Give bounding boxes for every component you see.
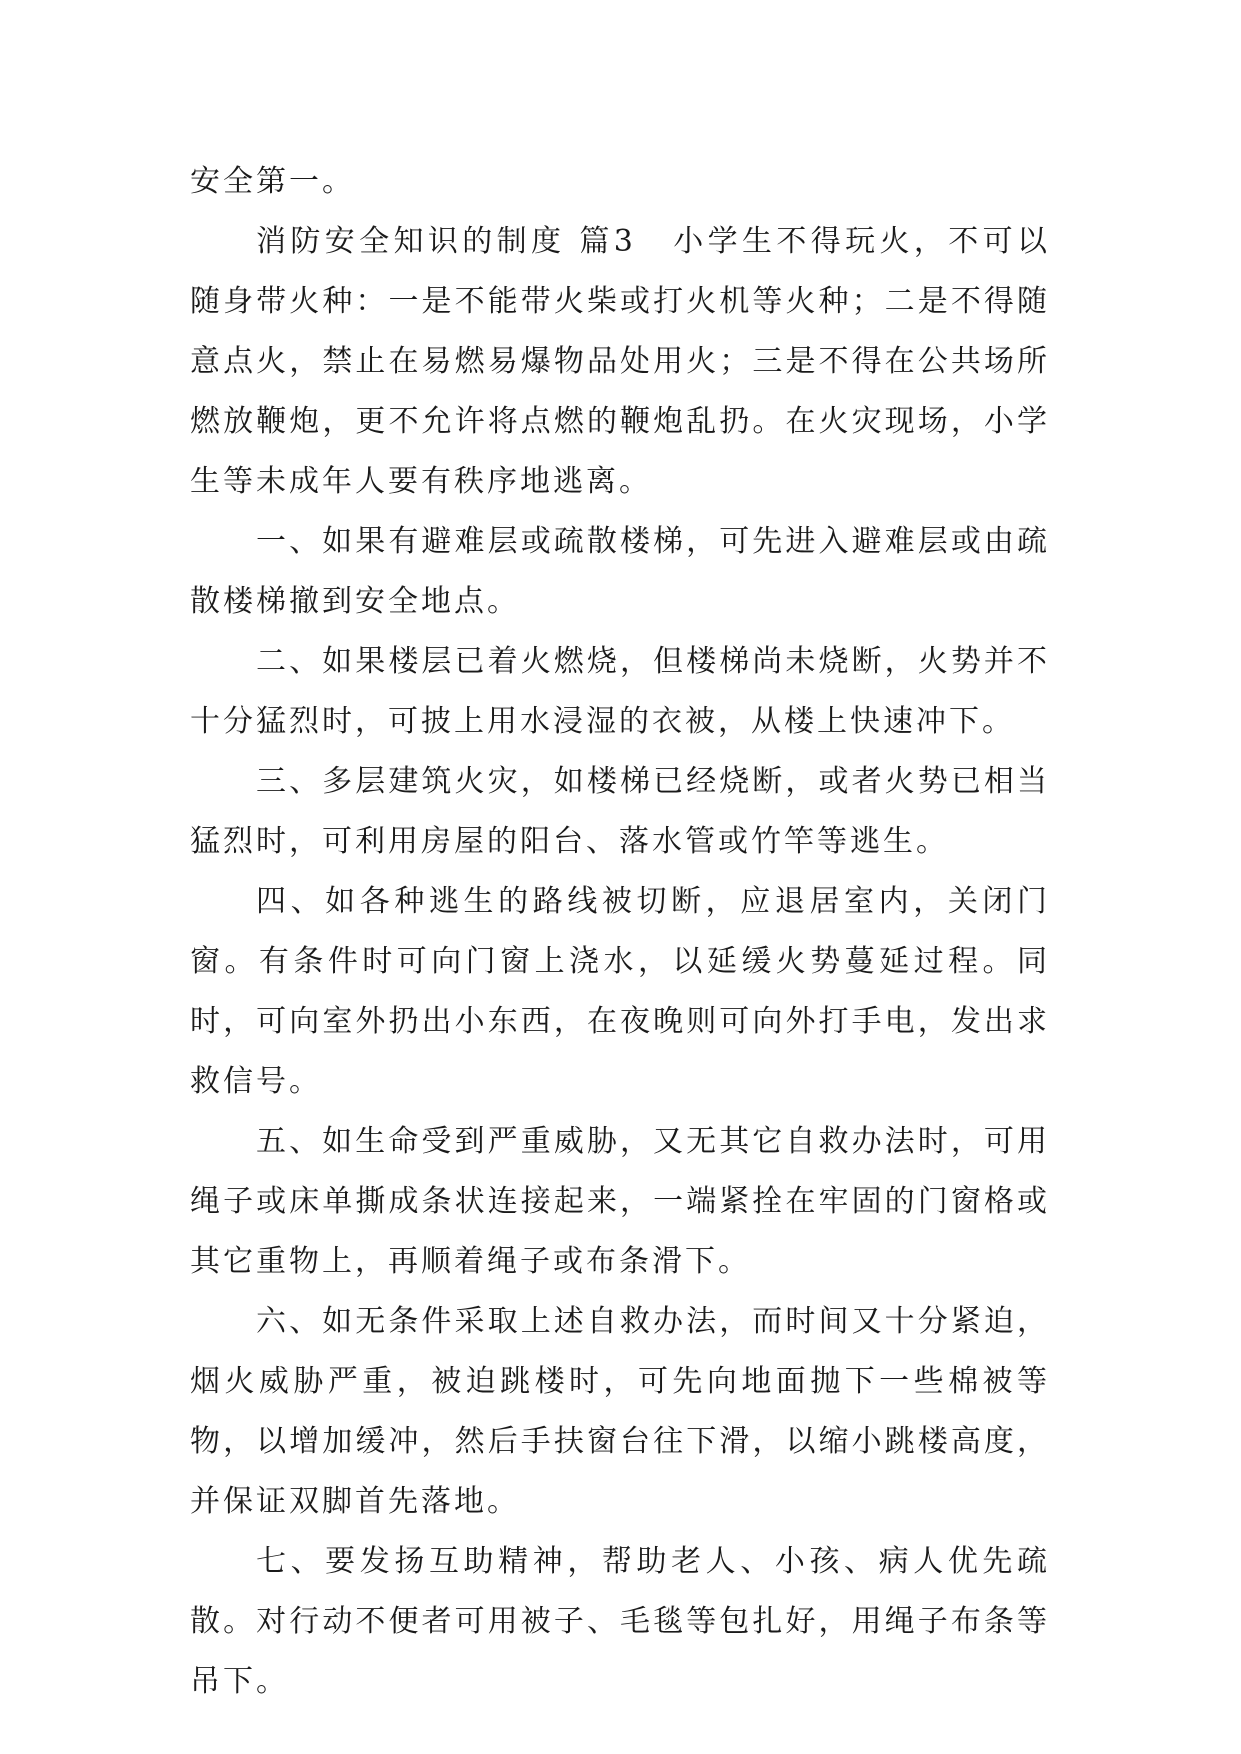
paragraph-section-3 — [190, 212, 1050, 512]
paragraph-text: 六、如无条件采取上述自救办法，而时间又十分紧迫，烟火威胁严重，被迫跳楼时，可先向地面抛下一些棉被等物，以增加缓冲，然后手扶窗台往下滑，以缩小跳楼高度，并保证双脚首先落地。 — [190, 1304, 1050, 1519]
paragraph-intro — [190, 152, 1050, 212]
paragraph-text: 五、如生命受到严重威胁，又无其它自救办法时，可用绳子或床单撕成条状连接起来，一端紧拴在牢固的门窗格或其它重物上，再顺着绳子或布条滑下。 — [190, 1124, 1050, 1279]
paragraph-item-1 — [190, 512, 1050, 632]
paragraph-item-2 — [190, 632, 1050, 752]
paragraph-item-5 — [190, 1112, 1050, 1292]
paragraph-text: 小学生不得玩火，不可以随身带火种：一是不能带火柴或打火机等火种；二是不得随意点火，禁止在易燃易爆物品处用火；三是不得在公共场所燃放鞭炮，更不允许将点燃的鞭炮乱扔。在火灾现场，小学生等未成年人要有秩序地逃离。 — [190, 224, 1050, 499]
paragraph-item-6 — [190, 1292, 1050, 1532]
paragraph-text: 一、如果有避难层或疏散楼梯，可先进入避难层或由疏散楼梯撤到安全地点。 — [190, 524, 1050, 619]
paragraph-text: 二、如果楼层已着火燃烧，但楼梯尚未烧断，火势并不十分猛烈时，可披上用水浸湿的衣被，从楼上快速冲下。 — [190, 644, 1050, 739]
section-heading: 消防安全知识的制度 篇3 — [256, 224, 636, 259]
paragraph-item-4 — [190, 872, 1050, 1112]
paragraph-item-3 — [190, 752, 1050, 872]
paragraph-text: 三、多层建筑火灾，如楼梯已经烧断，或者火势已相当猛烈时，可利用房屋的阳台、落水管或竹竿等逃生。 — [190, 764, 1050, 859]
paragraph-text: 安全第一。 — [190, 164, 355, 199]
paragraph-item-7 — [190, 1532, 1050, 1712]
document-body — [190, 152, 1050, 1712]
paragraph-text: 四、如各种逃生的路线被切断，应退居室内，关闭门窗。有条件时可向门窗上浇水，以延缓火势蔓延过程。同时，可向室外扔出小东西，在夜晚则可向外打手电，发出求救信号。 — [190, 884, 1050, 1099]
paragraph-text: 七、要发扬互助精神，帮助老人、小孩、病人优先疏散。对行动不便者可用被子、毛毯等包扎好，用绳子布条等吊下。 — [190, 1544, 1050, 1699]
